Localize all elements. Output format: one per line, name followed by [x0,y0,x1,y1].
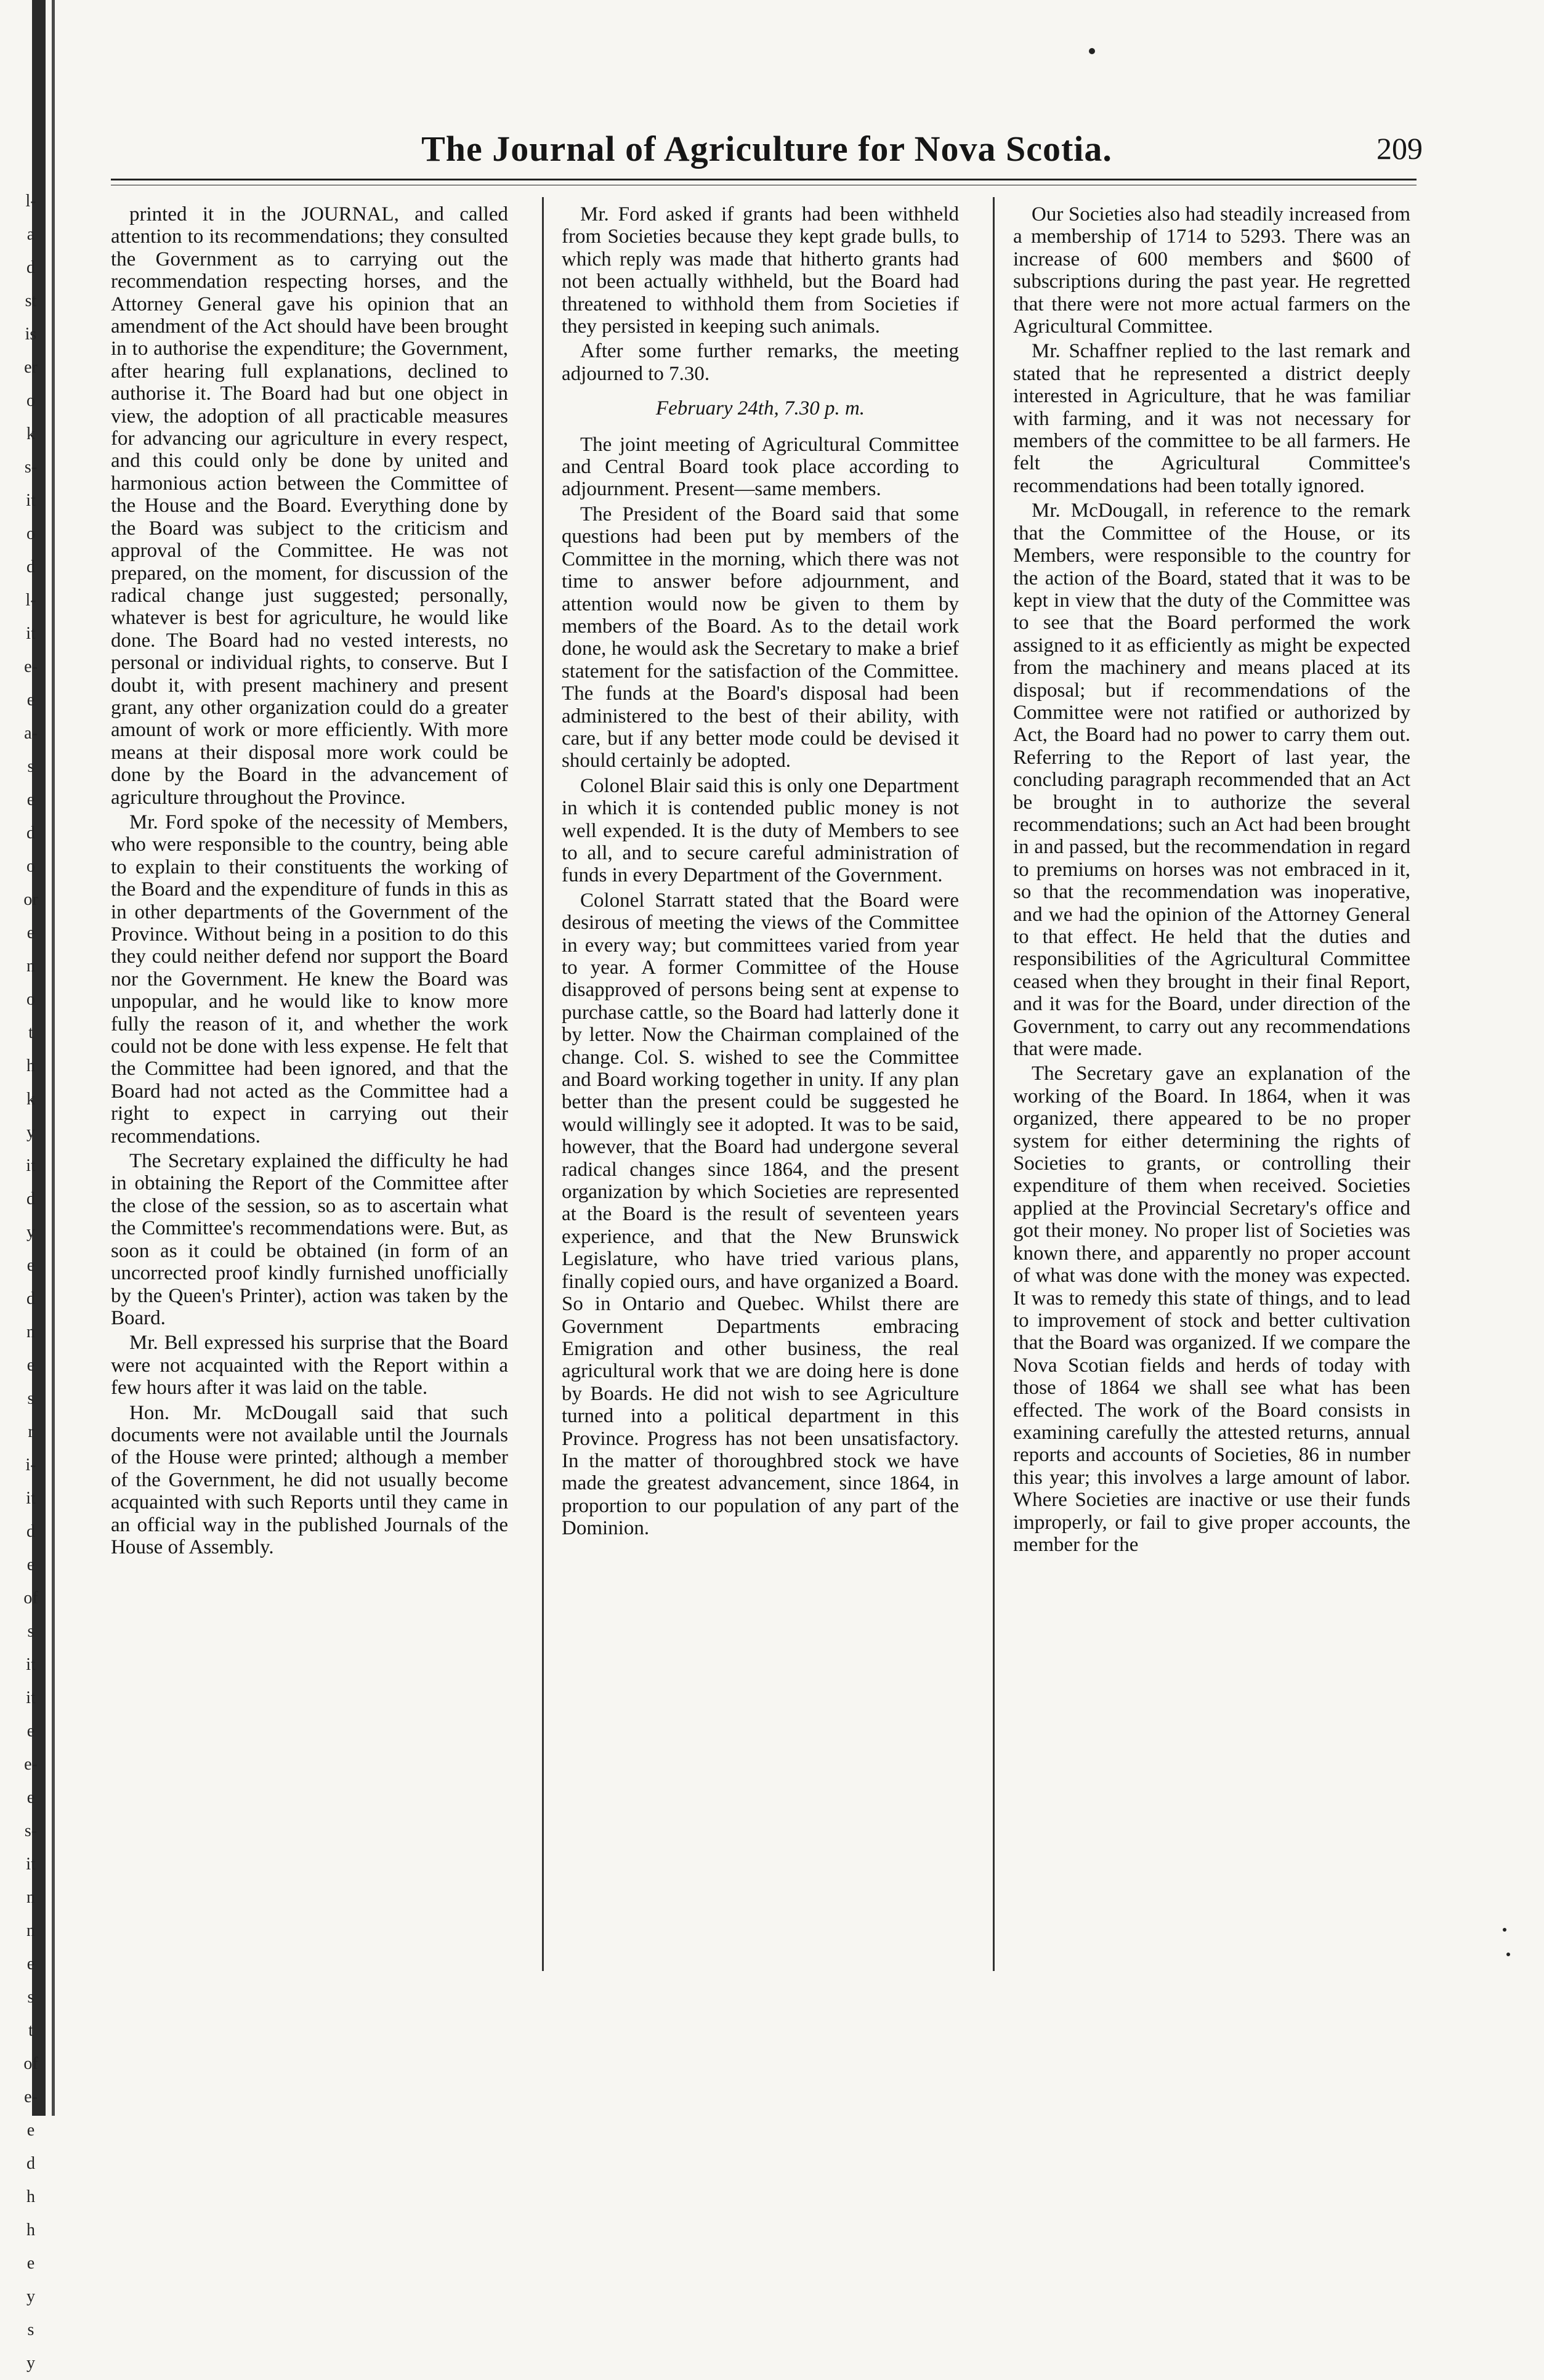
margin-fragment: r [28,1422,34,1441]
ink-speck [1089,48,1095,54]
margin-fragment: s [27,757,34,776]
margin-fragment: k [26,1090,35,1109]
margin-fragment: y [26,1123,35,1142]
margin-fragment: t [28,2021,33,2040]
margin-fragment: is [25,325,37,344]
ink-speck [1503,1928,1506,1932]
margin-fragment: y [26,1223,35,1242]
column-1 [111,203,508,1983]
margin-fragment: i- [25,1455,36,1475]
paragraph: Hon. Mr. McDougall said that such documents were not available until the Journals of the House were printed; although a member of the Government, he did not usually become acquainted with such Reports until they came in an official way in the published Journals of the House of Assembly. [111,1401,508,1558]
page-header [111,117,1423,172]
paragraph: The Secretary explained the difficulty he had in obtaining the Report of the Committee after the close of the session, so as to ascertain what the Committee's recommendations were. But, as soon as it could be obtained (in form of an uncorrected proof kindly furnished unofficially by the Queen's Printer), action was taken by the Board. [111,1150,508,1329]
margin-fragments [12,185,49,2380]
paragraph: The Secretary gave an explanation of the working of the Board. In 1864, when it was organized, there appeared to be no proper system for either determining the rights of Societies to grants, or controlling their expenditure of them when received. Societies applied at the Provincial Secretary's office and got their money. No proper list of Societies was known there, and apparently no proper account of what was done with the money was expected. It was to remedy this state of things, and to lead to improvement of stock and better cultivation that the Board was organized. If we compare the Nova Scotian fields and herds of today with those of 1864 we shall see what has been effected. The work of the Board consists in examining carefully the attested returns, annual reports and accounts of Societies, 86 in number this year; this involves a large amount of labor. Where Societies are inactive or use their funds improperly, or fail to give proper accounts, the member for the [1013,1062,1410,1556]
paragraph: Mr. Ford asked if grants had been withheld from Societies because they kept grade bulls, to which reply was made that hitherto grants had not been actually withheld, but the Board had threatened to withhold them from Societies if they persisted in keeping such animals. [562,203,959,338]
margin-fragment: it [26,624,36,643]
margin-fragment: d [26,258,35,277]
margin-fragment: e- [24,657,38,676]
margin-fragment: of [23,1589,38,1608]
margin-fragment: e [26,1356,35,1375]
margin-fragment: d [26,1189,35,1208]
margin-fragment: e- [24,1755,38,1774]
dateline: February 24th, 7.30 p. m. [655,397,865,420]
margin-fragment: s [27,2320,34,2339]
margin-fragment: h [26,2220,35,2240]
margin-fragment: d [26,824,35,843]
paragraph: Colonel Blair said this is only one Department in which it is contended public money is not well expended. It is the duty of Members to see to all, and to secure careful administration of funds in every Department of the Government. [562,774,959,887]
margin-fragment: of [23,2054,38,2073]
margin-fragment: n [26,957,35,976]
margin-fragment: n [26,1921,35,1940]
margin-fragment: it [26,1489,36,1508]
paragraph: Mr. Schaffner replied to the last remark and stated that he represented a district deeply interested in Agriculture, that he was familiar with farming, and it was not necessary for members of the committee to be all farmers. He felt the Agricultural Committee's recommendations had been totally ignored. [1013,340,1410,497]
margin-fragment: e [26,1555,35,1574]
margin-fragment: k [26,424,35,443]
margin-fragment: e [26,2254,35,2273]
margin-fragment: or [23,890,38,909]
page-number: 209 [1376,131,1423,166]
margin-fragment: it [26,1156,36,1175]
margin-fragment: y [26,2287,35,2306]
margin-fragment: it [26,1688,36,1707]
paragraph: After some further remarks, the meeting adjourned to 7.30. [562,340,959,385]
margin-fragment: s [27,1988,34,2007]
margin-fragment: o [26,857,35,876]
paragraph: The joint meeting of Agricultural Committee and Central Board took place according to adjournment. Present—same members. [562,433,959,501]
paragraph: Our Societies also had steadily increased from a membership of 1714 to 5293. There was an increase of 600 members and $600 of subscriptions during the past year. He regretted that there were not more actual farmers on the Agricultural Committee. [1013,203,1410,338]
margin-fragment: er [24,358,38,377]
ink-speck [1506,1953,1510,1956]
margin-fragment: n [26,1888,35,1907]
margin-fragment: l- [25,192,36,211]
margin-fragment: e [26,923,35,942]
margin-fragment: n [26,1322,35,1342]
margin-fragment: e [26,1788,35,1807]
binding-edge-line [52,0,55,2116]
paragraph: Mr. McDougall, in reference to the remark that the Committee of the House, or its Members, were responsible to the country for the action of the Board, stated that it was to be kept in view that the duty of the Committee was to see that the Board performed the work assigned to it as efficiently as might be expected from the machinery and means placed at its disposal; but if recommendations of the Committee were not ratified or authorized by Act, the Board had no power to carry them out. Referring to the Report of last year, the concluding paragraph recommended that an Act be brought in to authorize the several recommendations; such an Act had been brought in and passed, but the recommendation in regard to premiums on horses was not embraced in it, so that the recommendation was inoperative, and we had the opinion of the Attorney General to that effect. He held that the duties and responsibilities of the Agricultural Committee ceased when they brought in their final Report, and it was for the Board, under direction of the Government, to carry out any recommendations that were made. [1013,500,1410,1061]
margin-fragment: it [26,1855,36,1874]
margin-fragment: d [26,2154,35,2173]
margin-fragment: a [26,225,35,244]
paragraph: printed it in the JOURNAL, and called attention to its recommendations; they consulted the Government as to carrying out the recommendation respecting horses, and the Attorney General gave his opinion that an amendment of the Act should have been brought in to authorise the expenditure; the Government, after hearing full explanations, declined to authorise it. The Board had but one object in view, the adoption of all practicable measures for advancing our agriculture in every respect, and this could only be done by united and harmonious action between the Committee of the House and the Board. Everything done by the Board was subject to the criticism and approval of the Committee. He was not prepared, on the moment, for discussion of the radical change just suggested; personally, whatever is best for agriculture, he would like done. The Board had no vested interests, no personal or individual rights, to conserve. But I doubt it, with present machinery and present grant, any other organization could do a greater amount of work or more efficiently. With more means at their disposal more work could be done by the Board in the advancement of agriculture throughout the Province. [111,203,508,809]
margin-fragment: h [26,2187,35,2206]
margin-fragment: a- [24,724,38,743]
margin-fragment: o [26,524,35,543]
margin-fragment: e- [24,2087,38,2107]
paragraph: Mr. Bell expressed his surprise that the Board were not acquainted with the Report within a few hours after it was laid on the table. [111,1332,508,1399]
margin-fragment: d [26,1289,35,1308]
margin-fragment: st [25,291,37,310]
margin-fragment: s [27,1389,34,1408]
margin-fragment: it [26,491,36,510]
margin-fragment: e [26,690,35,710]
margin-fragment: e [26,790,35,809]
margin-fragment: d [26,557,35,577]
journal-title: The Journal of Agriculture for Nova Scotia. [421,129,1112,169]
margin-fragment: o [26,990,35,1009]
column-divider [993,197,995,1971]
paragraph: Mr. Ford spoke of the necessity of Members, who were responsible to the country, being able to explain to their constituents the working of the Board and the expenditure of funds in this as in other departments of the Government of the Province. Without being in a position to do this they could neither defend nor support the Board nor the Government. He knew the Board was unpopular, and he would like to know more fully the reason of it, and whether the work could not be done with less expense. He felt that the Committee had been ignored, and that the Board had not acted as the Committee had a right to expect in carrying out their recommendations. [111,811,508,1148]
margin-fragment: y [26,2354,35,2373]
margin-fragment: e [26,1256,35,1275]
margin-fragment: d [26,1522,35,1541]
margin-fragment: e [26,1722,35,1741]
paragraph: Colonel Starratt stated that the Board were desirous of meeting the views of the Committee in every way; but committees varied from year to year. A former Committee of the House disapproved of persons being sent at expense to purchase cattle, so the Board had latterly done it by letter. Now the Chairman complained of the change. Col. S. wished to see the Committee and Board working together in unity. If any plan better than the present could be suggested he would willingly see it adopted. It was to be said, however, that the Board had undergone several radical changes since 1864, and the present organization by which Societies are represented at the Board is the result of seventeen years experience, and that the New Brunswick Legislature, who have tried various plans, finally copied ours, and have organized a Board. So in Ontario and Quebec. Whilst there are Government Departments embracing Emigration and other business, the real agricultural work that we are doing here is done by Boards. He did not wish to see Agriculture turned into a political department in this Province. Progress has not been unsatisfactory. In the matter of thoroughbred stock we have made the greatest advancement, since 1864, in proportion to our population of any part of the Dominion. [562,889,959,1540]
header-rule [111,179,1417,180]
margin-fragment: h [26,1056,35,1075]
column-2 [562,203,959,1983]
margin-fragment: s [27,1622,34,1641]
margin-fragment: o [26,391,35,410]
margin-fragment: s- [24,458,38,477]
paragraph: The President of the Board said that some questions had been put by members of the Committee in the morning, which there was not time to answer before adjournment, and attention would now be given to them by members of the Board. As to the detail work done, he would ask the Secretary to make a brief statement for the satisfaction of the Committee. The funds at the Board's disposal had been administered to the best of their ability, with care, but if any better mode could be devised it should certainly be adopted. [562,503,959,772]
margin-fragment: l- [25,591,36,610]
margin-fragment: t [28,1023,33,1042]
column-divider [542,197,544,1971]
margin-fragment: e [26,1954,35,1973]
column-3 [1013,203,1410,1983]
margin-fragment: it [26,1655,36,1674]
margin-fragment: s- [24,1821,38,1840]
margin-fragment: e [26,2121,35,2140]
